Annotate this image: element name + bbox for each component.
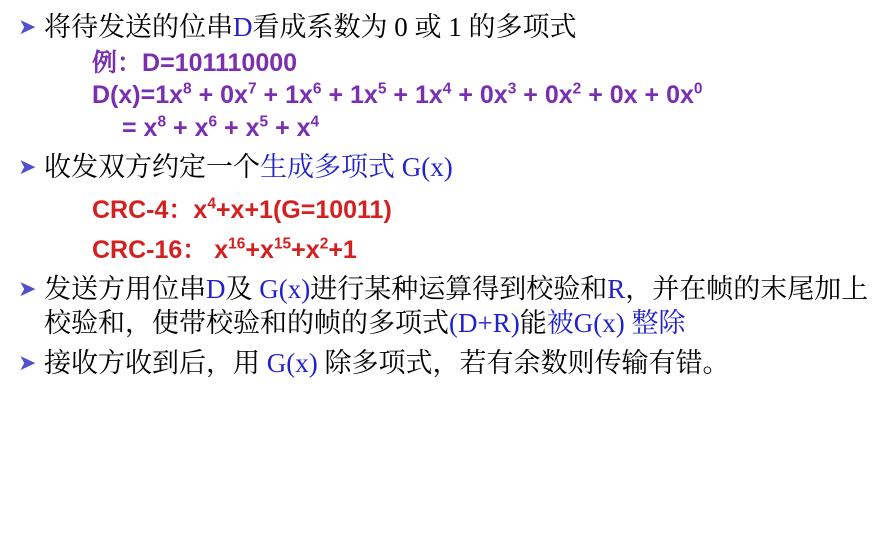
bullet-3-p10: 能 [519, 308, 547, 338]
term-6: $0x^3$ [479, 80, 517, 109]
bullet-3-p3: 及 [225, 274, 260, 304]
term-1: $1x^8$ [155, 80, 192, 109]
bullet-3-p2: D [206, 274, 226, 304]
crc4-line [92, 190, 876, 230]
bullet-4-seg-2: G(x) [266, 348, 318, 378]
crc16-term-3-exp: 2 [319, 235, 329, 253]
example-line-2 [92, 78, 876, 112]
term-2: $0x^7$ [220, 80, 257, 109]
bullet-3-p7: ，并在帧 [625, 274, 734, 304]
simp-term-1-exp: 8 [157, 113, 167, 131]
simp-term-2: $x^6$ [194, 113, 218, 142]
bullet-marker-icon: ➤ [18, 276, 37, 301]
bullet-2-seg-2: 生成多项式 G(x) [260, 152, 453, 182]
simp-plus-1: + [166, 114, 195, 142]
plus-6: + [516, 81, 545, 109]
example-block [92, 48, 876, 144]
bullet-1-seg-2: D [233, 12, 253, 42]
term-8: 0x [609, 81, 638, 109]
example-line-1 [92, 48, 876, 78]
bullet-text-3 [44, 272, 876, 340]
bullet-marker-icon: ➤ [18, 350, 37, 375]
simp-term-2-exp: 6 [208, 113, 218, 131]
simp-term-3-exp: 5 [259, 113, 269, 131]
plus-4: + [386, 81, 415, 109]
bullet-3-p5: 进行某种运算得到校验和 [310, 274, 608, 304]
simp-plus-3: + [268, 114, 297, 142]
crc16-tail: +1 [328, 236, 357, 264]
crc16-line [92, 230, 876, 270]
example-line-3 [122, 112, 876, 144]
bullet-3-p9: (D+R) [449, 308, 520, 338]
bullet-item-1 [14, 10, 876, 44]
term-4: $1x^5$ [350, 80, 387, 109]
crc4-poly-rest: +x+1 [215, 196, 273, 224]
example-label: 例： [92, 49, 143, 77]
term-1-exp: 8 [183, 80, 192, 98]
plus-7: + [581, 81, 610, 109]
term-7-exp: 2 [572, 80, 582, 98]
crc16-label: CRC-16： [92, 236, 215, 264]
bullet-text-4 [44, 346, 876, 380]
crc16-term-2-exp: 15 [273, 235, 292, 253]
bullet-item-3 [14, 272, 876, 340]
crc4-poly: $x^4+x+1$ [193, 195, 273, 224]
crc4-value: (G=10011) [272, 196, 392, 224]
bullet-3-p12: G(x) 整除 [573, 308, 686, 338]
bullet-item-2 [14, 150, 876, 184]
plus-5: + [451, 81, 480, 109]
crc16-plus-1: + [245, 236, 261, 264]
crc16-term-1-exp: 16 [228, 235, 246, 253]
bullet-3-p11: 被 [546, 308, 574, 338]
simp-term-3: $x^5$ [245, 113, 269, 142]
bullet-marker-icon: ➤ [18, 14, 37, 39]
term-9: $0x^0$ [666, 80, 703, 109]
crc16-term-3: $x^2$ [305, 235, 329, 264]
simp-term-4-exp: 4 [310, 113, 320, 131]
term-9-exp: 0 [693, 80, 703, 98]
simp-term-4: $x^4$ [296, 113, 320, 142]
bullet-item-4 [14, 346, 876, 380]
term-3-exp: 6 [312, 80, 322, 98]
crc16-term-2: $x^{15}$ [260, 235, 292, 264]
bullet-marker-icon: ➤ [18, 154, 37, 179]
crc4-poly-exp: 4 [207, 195, 216, 213]
term-6-exp: 3 [507, 80, 517, 98]
bullet-1-seg-3: 看成系数为 0 或 1 的多项式 [252, 12, 577, 42]
plus-8: + [637, 81, 667, 109]
plus-3: + [321, 81, 351, 109]
term-7: $0x^2$ [544, 80, 582, 109]
crc-block [92, 190, 876, 270]
bullet-3-p1: 发送方用位串 [44, 274, 206, 304]
crc4-label: CRC-4： [92, 196, 194, 224]
plus-2: + [256, 81, 286, 109]
bullet-3-p8: 的末尾加上校验和，使带校验和的帧的多项式 [44, 274, 869, 338]
example-value: D=101110000 [142, 49, 298, 77]
bullet-text-1 [44, 10, 876, 44]
bullet-text-2 [44, 150, 876, 184]
plus-1: + [191, 81, 221, 109]
crc16-term-1: $x^{16}$ [214, 235, 246, 264]
simp-plus-2: + [217, 114, 246, 142]
polynomial-prefix: D(x)= [92, 81, 156, 109]
crc16-plus-2: + [291, 236, 306, 264]
term-5-exp: 4 [442, 80, 452, 98]
simp-term-1: $x^8$ [143, 113, 167, 142]
bullet-4-seg-3: 除多项式，若有余数则传输有错。 [317, 348, 730, 378]
bullet-4-seg-1: 接收方收到后，用 [44, 348, 267, 378]
bullet-3-p6: R [607, 274, 626, 304]
equals-prefix: = [122, 114, 144, 142]
bullet-3-p4: G(x) [259, 274, 311, 304]
bullet-1-seg-1: 将待发送的位串 [44, 12, 233, 42]
term-4-exp: 5 [377, 80, 387, 98]
term-3: $1x^6$ [285, 80, 322, 109]
bullet-2-seg-1: 收发双方约定一个 [44, 152, 260, 182]
term-2-exp: 7 [247, 80, 257, 98]
term-5: $1x^4$ [414, 80, 452, 109]
